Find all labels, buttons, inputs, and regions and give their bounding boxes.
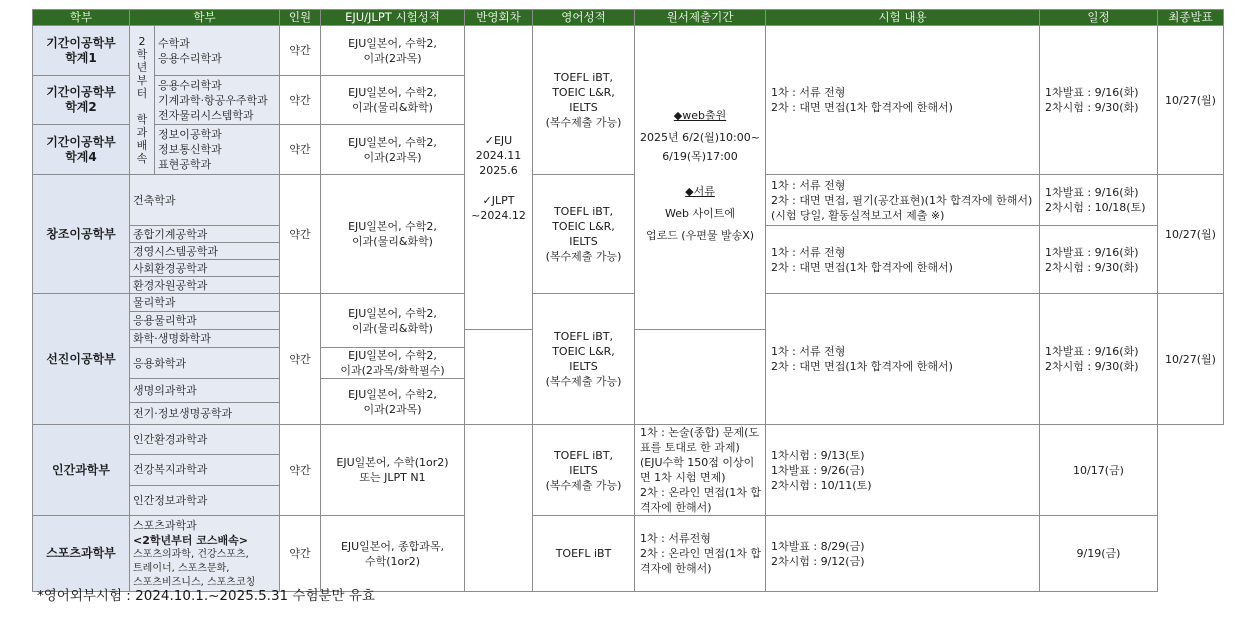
header-row (33, 10, 1224, 26)
subject-item: 경영시스템공학과 (130, 243, 280, 260)
dept-name: 스포츠과학부 (33, 516, 130, 592)
dept-name: 선진이공학부 (33, 294, 130, 425)
header-quota: 인원 (280, 10, 321, 26)
exam-content: 1차 : 논술(종합) 문제(도표를 토대로 한 과제) (EJU수학 150점 이상이면 1차 시험 면제) 2차 : 온라인 면접(1차 합격자에 한해서) (635, 425, 766, 516)
final-announcement: 10/27(월) (1158, 175, 1224, 294)
header-exam-content: 시험 내용 (766, 10, 1040, 26)
dept-name: 기간이공학부 학계2 (33, 76, 130, 125)
final-announcement: 10/27(월) (1158, 26, 1224, 175)
web-application-period: 2025년 6/2(월)10:00~ 6/19(목)17:00 (640, 131, 760, 163)
subject-item: 전기·정보생명공학과 (130, 403, 280, 425)
eju-requirement: EJU일본어, 수학2, 이과(2과목) (321, 26, 465, 76)
schedule: 1차시험 : 9/13(토) 1차발표 : 9/26(금) 2차시험 : 10/11(토) (766, 425, 1040, 516)
eju-requirement: EJU일본어, 종합과목, 수학(1or2) (321, 516, 465, 592)
subject-item: 환경자원공학과 (130, 277, 280, 294)
quota: 약간 (280, 125, 321, 175)
application-period-cell (635, 26, 766, 330)
schedule: 1차발표 : 8/29(금) 2차시험 : 9/12(금) (766, 516, 1040, 592)
final-announcement: 10/27(월) (1158, 294, 1224, 425)
subject-item: 사회환경공학과 (130, 260, 280, 277)
subject-item: 응용물리학과 (130, 312, 280, 330)
subject-list: 응용수리학과 기계과학·항공우주학과 전자물리시스템학과 (155, 76, 280, 125)
eju-requirement: EJU일본어, 수학2, 이과(2과목/화학필수) (321, 348, 465, 379)
quota: 약간 (280, 425, 321, 516)
course-note: <2학년부터 코스배속> (133, 533, 248, 547)
table-row (33, 516, 1224, 592)
quota: 약간 (280, 26, 321, 76)
english-requirement: TOEFL iBT, TOEIC L&R, IELTS (복수제출 가능) (533, 26, 635, 175)
header-rounds: 반영회차 (465, 10, 533, 26)
table-row (33, 175, 1224, 226)
header-eju-jlpt: EJU/JLPT 시험성적 (321, 10, 465, 26)
schedule: 1차발표 : 9/16(화) 2차시험 : 9/30(화) (1040, 26, 1158, 175)
subject-list: 정보이공학과 정보통신학과 표현공학과 (155, 125, 280, 175)
header-english: 영어성적 (533, 10, 635, 26)
subject-item: 인간환경과학과 (130, 425, 280, 455)
subject-item: 응용화학과 (130, 348, 280, 379)
subject-list (130, 516, 280, 592)
exam-content: 1차 : 서류 전형 2차 : 대면 면접(1차 합격자에 한해서) (766, 226, 1040, 294)
rounds-cell: ✓EJU 2024.11 2025.6 ✓JLPT ~2024.12 (465, 26, 533, 330)
exam-content: 1차 : 서류 전형 2차 : 대면 면접, 필기(공간표현)(1차 합격자에 한해서) (시험 당일, 활동실적보고서 제출 ※) (766, 175, 1040, 226)
table-row (33, 26, 1224, 76)
subject-item: 생명의과학과 (130, 379, 280, 403)
table-row (33, 294, 1224, 312)
web-application-title: ◆web출원 (673, 109, 727, 122)
english-requirement: TOEFL iBT (533, 516, 635, 592)
footnote: *영어외부시험 : 2024.10.1.~2025.5.31 수험분만 유효 (37, 588, 375, 604)
dept-name: 기간이공학부 학계4 (33, 125, 130, 175)
subject-list: 수학과 응용수리학과 (155, 26, 280, 76)
admissions-table-container (32, 9, 1223, 592)
quota: 약간 (280, 294, 321, 425)
document-title: ◆서류 (685, 185, 715, 198)
quota: 약간 (280, 516, 321, 592)
exam-content: 1차 : 서류 전형 2차 : 대면 면접(1차 합격자에 한해서) (766, 26, 1040, 175)
eju-requirement: EJU일본어, 수학2, 이과(2과목) (321, 125, 465, 175)
header-schedule: 일정 (1040, 10, 1158, 26)
schedule: 1차발표 : 9/16(화) 2차시험 : 9/30(화) (1040, 226, 1158, 294)
exam-content: 1차 : 서류 전형 2차 : 대면 면접(1차 합격자에 한해서) (766, 294, 1040, 425)
vertical-note: 2 학 년 부 터 학 과 배 속 (130, 26, 155, 175)
dept-name: 인간과학부 (33, 425, 130, 516)
quota: 약간 (280, 76, 321, 125)
eju-requirement: EJU일본어, 수학2, 이과(2과목) (321, 379, 465, 425)
final-announcement: 9/19(금) (1040, 516, 1158, 592)
subject-item: 인간정보과학과 (130, 486, 280, 516)
final-announcement: 10/17(금) (1040, 425, 1158, 516)
table-row (33, 425, 1224, 455)
schedule: 1차발표 : 9/16(화) 2차시험 : 10/18(토) (1040, 175, 1158, 226)
dept-name: 기간이공학부 학계1 (33, 26, 130, 76)
english-requirement: TOEFL iBT, IELTS (복수제출 가능) (533, 425, 635, 516)
subject-item: 물리학과 (130, 294, 280, 312)
subject-item: 화학·생명화학과 (130, 330, 280, 348)
rounds-cell-continued (465, 425, 533, 592)
document-description: Web 사이트에 업로드 (우편물 발송X) (645, 207, 755, 242)
eju-requirement: EJU일본어, 수학2, 이과(물리&화학) (321, 175, 465, 294)
subject-item: 종합기계공학과 (130, 226, 280, 243)
eju-requirement: EJU일본어, 수학2, 이과(물리&화학) (321, 76, 465, 125)
eju-requirement: EJU일본어, 수학2, 이과(물리&화학) (321, 294, 465, 348)
subject-item: 스포츠과학과 (133, 518, 197, 532)
subject-item: 건강복지과학과 (130, 454, 280, 485)
schedule: 1차발표 : 9/16(화) 2차시험 : 9/30(화) (1040, 294, 1158, 425)
header-dept: 학부 (33, 10, 130, 26)
header-subject: 학부 (130, 10, 280, 26)
admissions-table (32, 9, 1224, 592)
quota: 약간 (280, 175, 321, 294)
subject-item: 건축학과 (130, 175, 280, 226)
header-application-period: 원서제출기간 (635, 10, 766, 26)
exam-content: 1차 : 서류전형 2차 : 온라인 면접(1차 합격자에 한해서) (635, 516, 766, 592)
eju-requirement: EJU일본어, 수학(1or2) 또는 JLPT N1 (321, 425, 465, 516)
english-requirement: TOEFL iBT, TOEIC L&R, IELTS (복수제출 가능) (533, 294, 635, 425)
header-final-announcement: 최종발표 (1158, 10, 1224, 26)
english-requirement: TOEFL iBT, TOEIC L&R, IELTS (복수제출 가능) (533, 175, 635, 294)
dept-name: 창조이공학부 (33, 175, 130, 294)
course-list: 스포츠의과학, 건강스포츠, 트레이너, 스포츠문화, 스포츠비즈니스, 스포츠코칭 (133, 548, 256, 588)
